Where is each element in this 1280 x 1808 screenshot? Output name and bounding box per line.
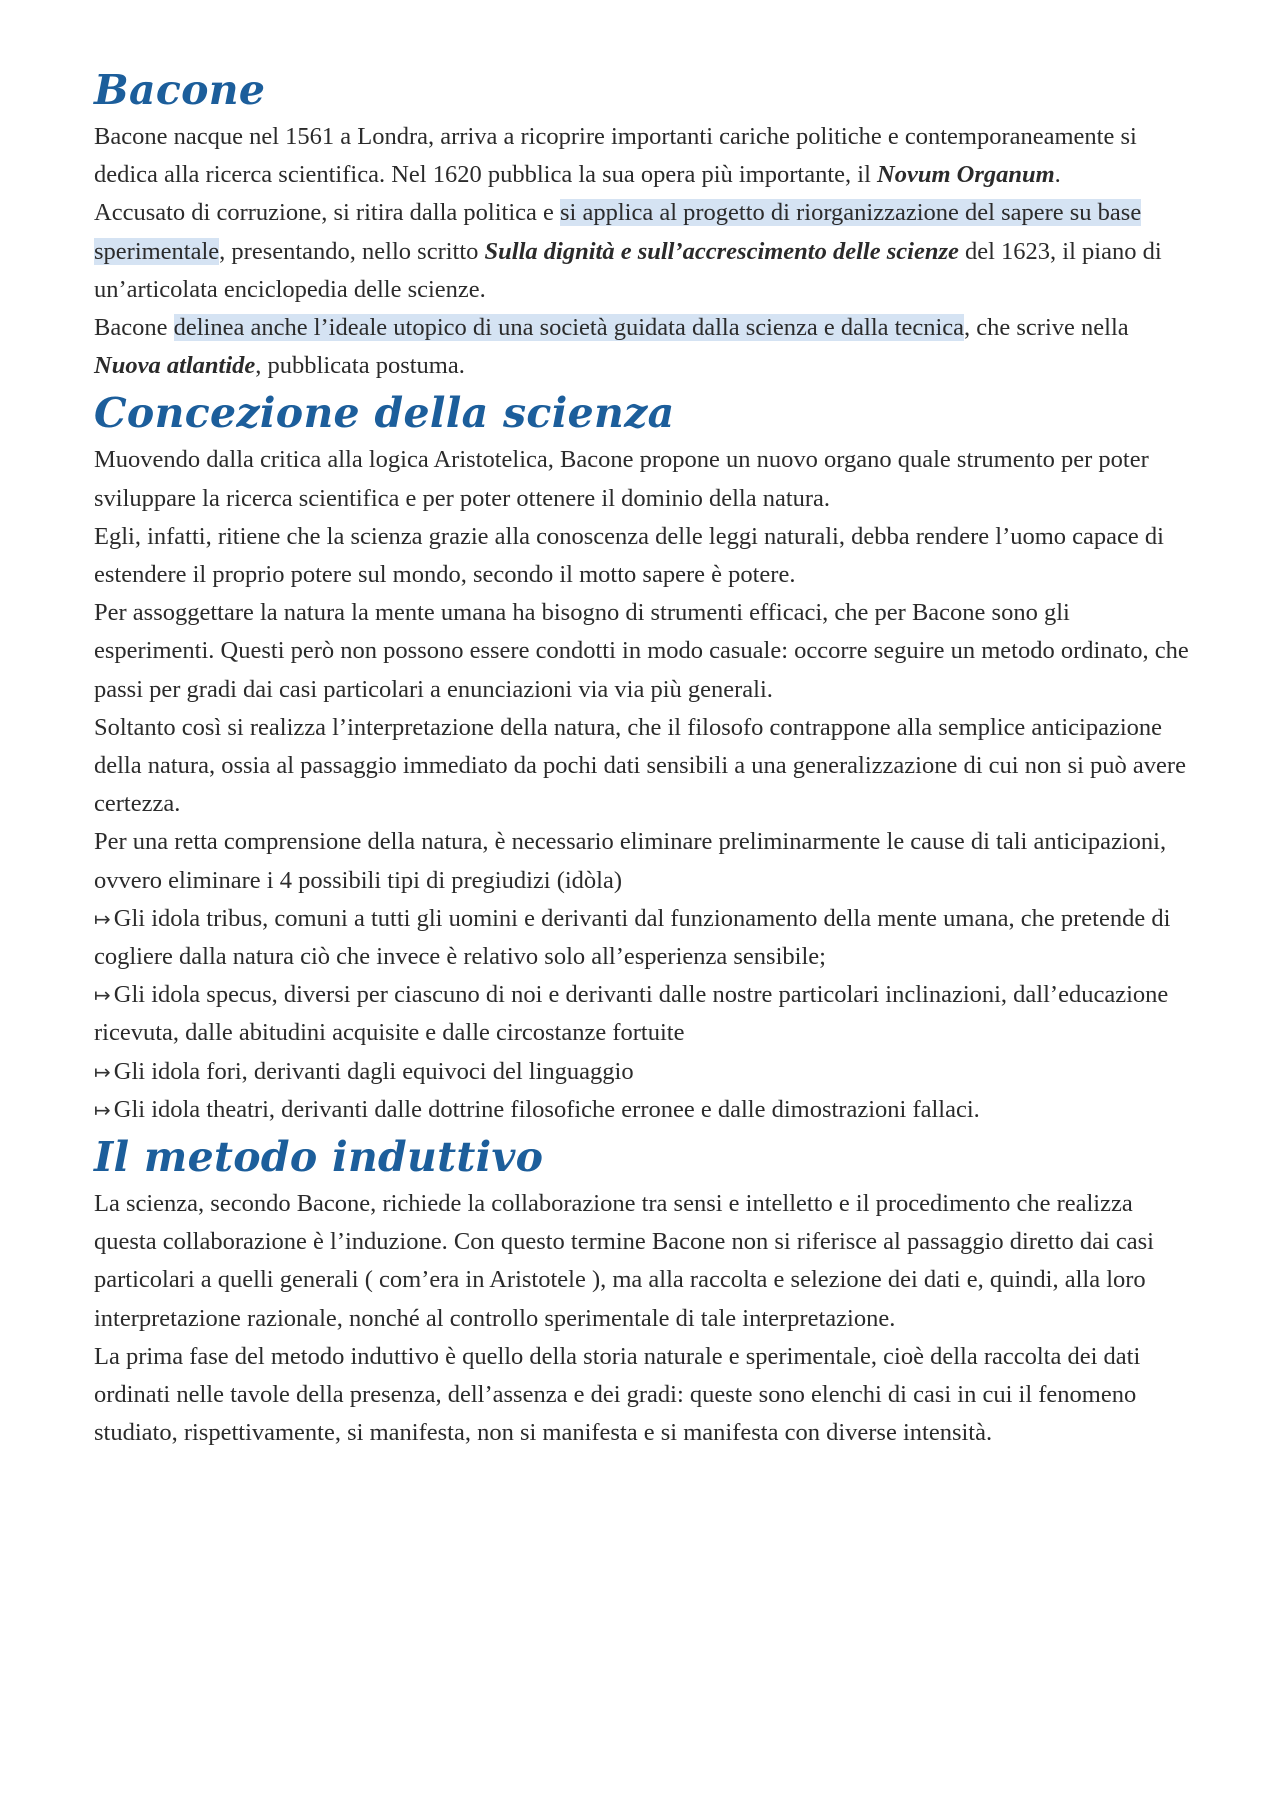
heading-concezione-della-scienza: Concezione della scienza <box>94 389 675 438</box>
heading-il-metodo-induttivo: Il metodo induttivo <box>94 1133 544 1182</box>
idola-text: Gli idola tribus, comuni a tutti gli uomini e derivanti dal funzionamento della mente umana, che pretende di cogliere dalla natura ciò che invece è relativo solo all’esperienza sensibile; <box>94 904 1171 971</box>
idola-text: Gli idola theatri, derivanti dalle dottrine filosofiche erronee e dalle dimostrazioni fallaci. <box>113 1095 980 1123</box>
maps-to-arrow-icon: ↦ <box>94 1059 111 1084</box>
maps-to-arrow-icon: ↦ <box>94 1097 111 1122</box>
idola-list-item <box>94 1091 1192 1129</box>
concezione-paragraph: Egli, infatti, ritiene che la scienza grazie alla conoscenza delle leggi naturali, debba rendere l’uomo capace di estendere il proprio potere sul mondo, secondo il motto sapere è potere. <box>94 522 1164 589</box>
metodo-paragraph: La scienza, secondo Bacone, richiede la collaborazione tra sensi e intelletto e il procedimento che realizza questa collaborazione è l’induzione. Con questo termine Bacone non si riferisce al passaggio diretto dai casi particolari a quelli generali ( com’era in Aristotele ), ma alla raccolta e selezione dei dati e, quindi, alla loro interpretazione razionale, nonché al controllo sperimentale di tale interpretazione. <box>94 1190 1154 1332</box>
text-span: Bacone <box>94 314 174 342</box>
maps-to-arrow-icon: ↦ <box>94 983 111 1008</box>
work-title-nuova-atlantide: Nuova atlantide <box>94 352 256 380</box>
concezione-paragraph: Soltanto così si realizza l’interpretazione della natura, che il filosofo contrappone alla semplice anticipazione della natura, ossia al passaggio immediato da pochi dati sensibili a una generalizzazione di cui non si può avere certezza. <box>94 713 1186 818</box>
heading-bacone: Bacone <box>94 66 266 114</box>
text-span: , che scrive nella <box>964 314 1129 342</box>
highlighted-text: si applica al progetto di riorganizzazione del sapere su base sperimentale <box>94 199 1142 265</box>
highlighted-text: delinea anche l’ideale utopico di una società guidata dalla scienza e dalla tecnica <box>173 314 965 342</box>
concezione-paragraph: Per assoggettare la natura la mente umana ha bisogno di strumenti efficaci, che per Bacone sono gli esperimenti. Questi però non possono essere condotti in modo casuale: occorre seguire un metodo ordinato, che passi per gradi dai casi particolari a enunciazioni via via più generali. <box>94 599 1189 703</box>
text-span: . <box>1054 161 1061 189</box>
text-span: del 1623, il piano di un’articolata enciclopedia delle scienze. <box>94 237 1162 303</box>
concezione-paragraph: Muovendo dalla critica alla logica Aristotelica, Bacone propone un nuovo organo quale strumento per poter sviluppare la ricerca scientifica e per poter ottenere il dominio della natura. <box>94 446 1149 512</box>
idola-list-item <box>94 976 1192 1052</box>
text-span: Bacone nacque nel 1561 a Londra, arriva a ricoprire importanti cariche politiche e contemporaneamente si dedica alla ricerca scientifica. Nel 1620 pubblica la sua opera più importante, il <box>94 123 1137 189</box>
concezione-paragraph: Per una retta comprensione della natura, è necessario eliminare preliminarmente le cause di tali anticipazioni, ovvero eliminare i 4 possibili tipi di pregiudizi (idòla) <box>94 828 1167 894</box>
bacone-paragraph-2 <box>94 194 1192 309</box>
idola-text: Gli idola specus, diversi per ciascuno di noi e derivanti dalle nostre particolari inclinazioni, dall’educazione ricevuta, dalle abitudini acquisite e dalle circostanze fortuite <box>94 981 1169 1047</box>
text-span: , presentando, nello scritto <box>219 237 485 265</box>
work-title-dignita: Sulla dignità e sull’accrescimento delle scienze <box>484 237 959 265</box>
metodo-paragraph: La prima fase del metodo induttivo è quello della storia naturale e sperimentale, cioè della raccolta dei dati ordinati nelle tavole della presenza, dell’assenza e dei gradi: queste sono elenchi di casi in cui il fenomeno studiato, rispettivamente, si manifesta, non si manifesta e si manifesta con diverse intensità. <box>94 1342 1141 1447</box>
idola-list-item <box>94 1053 1192 1091</box>
text-span: Accusato di corruzione, si ritira dalla politica e <box>94 199 561 227</box>
idola-list-item <box>94 900 1192 976</box>
work-title-novum-organum: Novum Organum <box>877 161 1055 189</box>
text-span: , pubblicata postuma. <box>255 352 465 380</box>
maps-to-arrow-icon: ↦ <box>94 906 111 931</box>
bacone-paragraph-1 <box>94 118 1192 194</box>
idola-text: Gli idola fori, derivanti dagli equivoci del linguaggio <box>113 1057 634 1085</box>
bacone-paragraph-3 <box>94 309 1192 385</box>
